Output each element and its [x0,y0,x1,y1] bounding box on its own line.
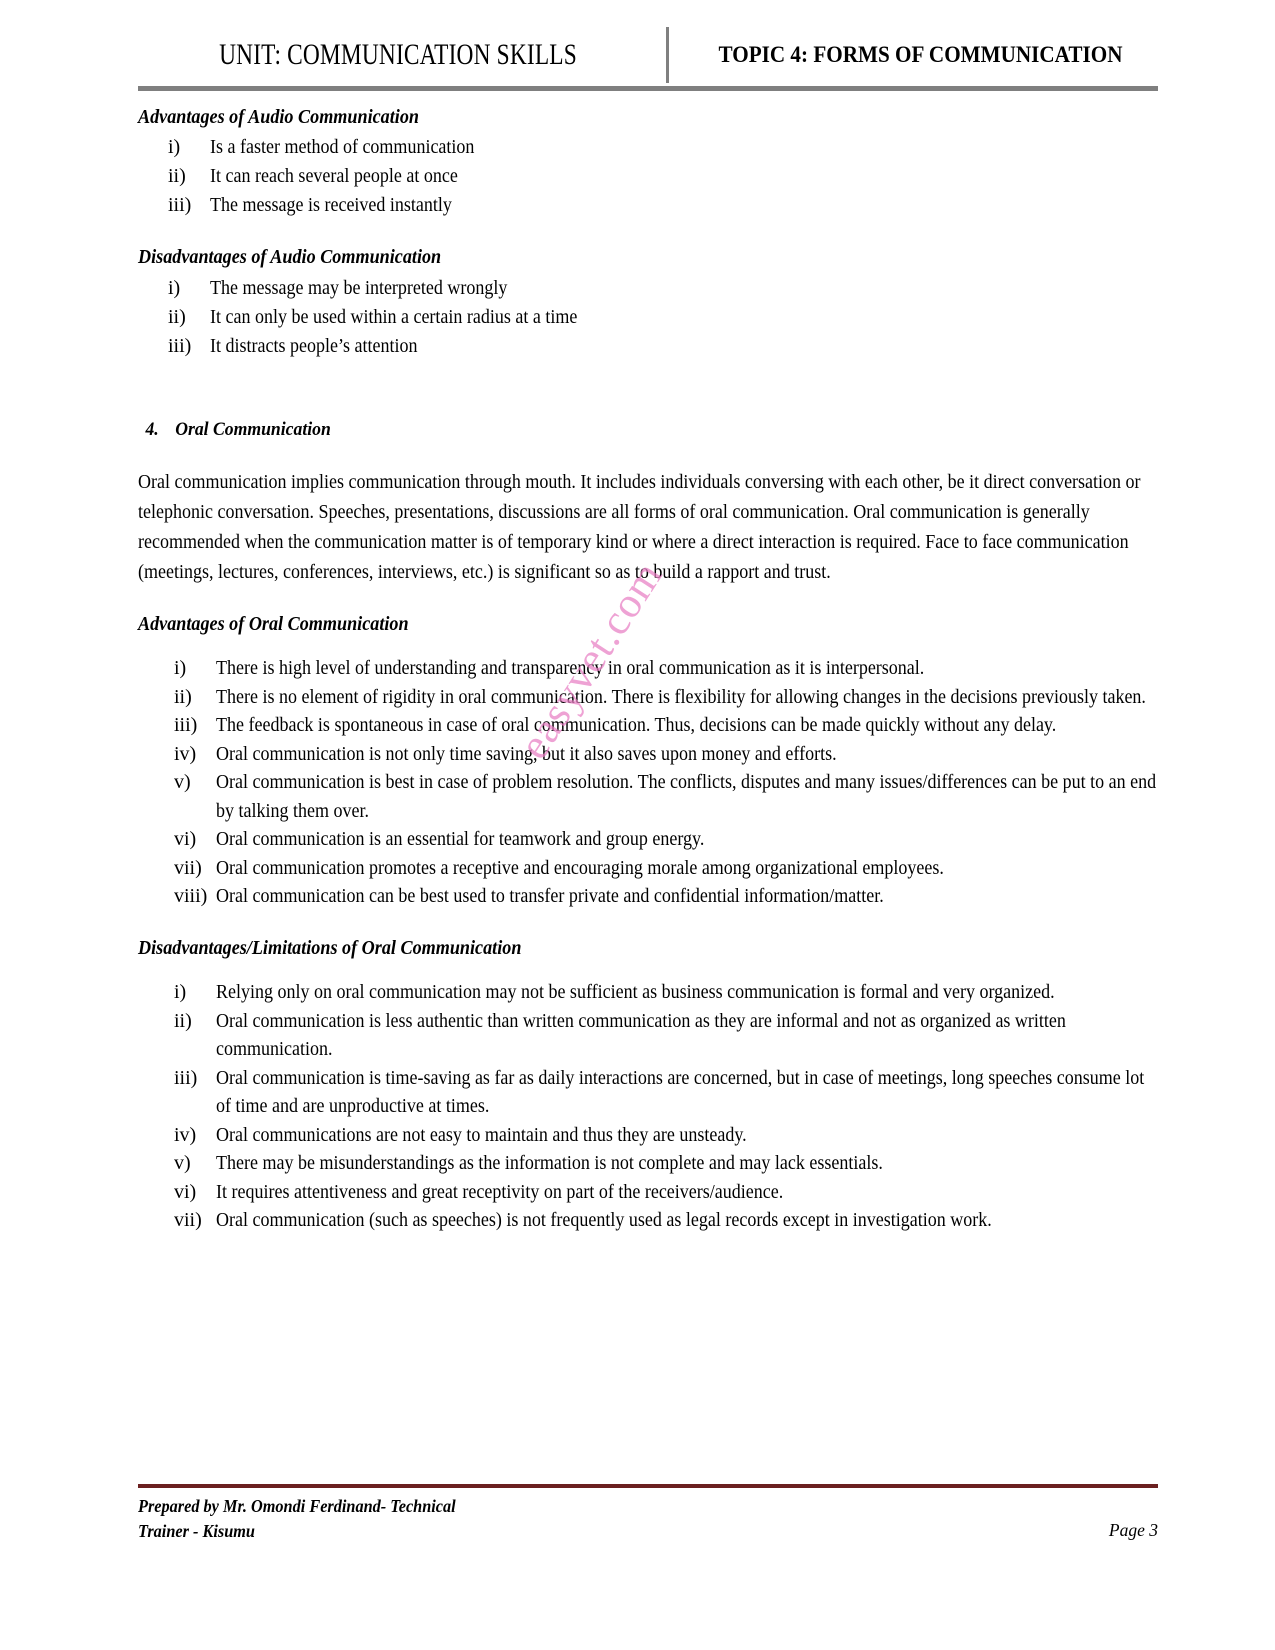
list-item [138,1064,1160,1121]
list-item [138,740,1160,769]
list-marker: ii) [174,1009,192,1032]
spacer [138,220,1160,246]
list-item [138,1007,1160,1064]
list-oral-disadvantages [138,978,1160,1235]
list-text: Oral communication is not only time saving, but it also saves upon money and efforts. [216,742,837,765]
list-text: It requires attentiveness and great receptivity on part of the receivers/audience. [216,1180,784,1203]
page-footer [138,1494,1158,1544]
list-text: Oral communication (such as speeches) is not frequently used as legal records except in investigation work. [216,1209,992,1231]
list-text: It can reach several people at once [210,165,458,188]
spacer [138,640,1160,654]
list-text: The message may be interpreted wrongly [210,276,508,299]
footer-rule [138,1484,1158,1488]
list-marker: i) [174,657,187,680]
list-text: The feedback is spontaneous in case of oral communication. Thus, decisions can be made quickly without any delay. [216,714,1057,737]
list-marker: iv) [174,742,197,765]
heading-oral-communication [138,419,1088,441]
list-text: Oral communication is less authentic than written communication as they are informal and not as organized as written communication. [216,1009,1066,1060]
list-text: There may be misunderstandings as the information is not complete and may lack essentials. [216,1152,883,1174]
list-item [138,711,1160,740]
header-divider [666,27,669,83]
list-marker: iii) [174,714,198,737]
list-item [138,274,1160,303]
list-marker: i) [168,276,181,299]
list-item [138,978,1160,1007]
list-marker: i) [168,136,181,159]
spacer [138,441,1160,467]
list-marker: viii) [174,885,208,908]
list-marker: vi) [174,1180,197,1203]
list-marker: ii) [174,685,192,708]
list-text: There is high level of understanding and transparency in oral communication as it is interpersonal. [216,657,925,680]
heading-number: 4. [145,418,159,440]
list-item [138,1149,1160,1178]
list-text: Oral communication can be best used to transfer private and confidential information/matter. [216,885,884,908]
list-text: Oral communication is best in case of problem resolution. The conflicts, disputes and many issues/differences can be put to an end by talking them over. [216,771,1157,822]
list-item [138,303,1160,332]
list-marker: ii) [168,305,186,328]
list-item [138,654,1160,683]
list-item [138,191,1160,220]
list-item [138,162,1160,191]
list-oral-advantages [138,654,1160,911]
list-marker: iii) [168,194,192,217]
page-header [138,26,1158,84]
list-text: Relying only on oral communication may not be sufficient as business communication is formal and very organized. [216,981,1055,1003]
heading-audio-advantages: Advantages of Audio Communication [138,107,419,128]
list-item [138,1121,1160,1150]
list-item [138,882,1160,911]
heading-text: Oral Communication [175,418,331,440]
list-marker: ii) [168,165,186,188]
list-item [138,133,1160,162]
footer-page-number: Page 3 [1108,1520,1158,1540]
list-text: Oral communications are not easy to maintain and thus they are unsteady. [216,1123,747,1146]
list-marker: vii) [174,1209,202,1231]
list-item [138,332,1160,361]
heading-oral-disadvantages: Disadvantages/Limitations of Oral Communication [138,937,522,959]
list-marker: iii) [168,334,192,357]
list-text: Oral communication is time-saving as far as daily interactions are concerned, but in case of meetings, long speeches consume lot of time and are unproductive at times. [216,1066,1145,1117]
list-text: The message is received instantly [210,194,452,217]
list-text: It can only be used within a certain radius at a time [210,305,578,328]
list-audio-disadvantages [138,274,1160,361]
list-text: Oral communication is an essential for teamwork and group energy. [216,828,705,851]
list-item [138,768,1160,825]
footer-prepared-by [138,1494,456,1544]
list-item [138,825,1160,854]
header-topic-title: TOPIC 4: FORMS OF COMMUNICATION [718,42,1123,67]
watermark-text: easyvet.com [510,553,673,768]
document-body [138,106,1160,1235]
spacer [138,361,1160,419]
list-item [138,854,1160,883]
heading-audio-disadvantages: Disadvantages of Audio Communication [138,247,442,269]
list-item [138,1206,1160,1235]
list-marker: v) [174,1152,191,1174]
spacer [138,587,1160,613]
footer-prepared-by-line2: Trainer - Kisumu [138,1521,255,1541]
list-item [138,683,1160,712]
list-audio-advantages [138,133,1160,220]
list-text: It distracts people’s attention [210,334,418,357]
list-item [138,1178,1160,1207]
list-marker: v) [174,771,191,794]
list-marker: vii) [174,856,202,879]
header-rule [138,86,1158,91]
spacer [138,911,1160,937]
paragraph-oral-communication: Oral communication implies communication through mouth. It includes individuals conversing with each other, be it direct conversation or telephonic conversation. Speeches, presentations, discussions are all forms of oral communication. Oral communication is generally recommended when the communication matter is of temporary kind or where a direct interaction is required. Face to face communication (meetings, lectures, conferences, interviews, etc.) is significant so as to build a rapport and trust. [138,470,1141,583]
spacer [138,964,1160,978]
footer-prepared-by-line1: Prepared by Mr. Omondi Ferdinand- Technical [138,1496,456,1516]
list-marker: iii) [174,1066,198,1089]
heading-oral-advantages: Advantages of Oral Communication [138,613,409,635]
list-marker: vi) [174,828,197,851]
list-marker: i) [174,981,187,1003]
header-unit-title: UNIT: COMMUNICATION SKILLS [219,38,577,72]
list-text: Is a faster method of communication [210,136,475,159]
list-text: Oral communication promotes a receptive and encouraging morale among organizational employees. [216,856,944,879]
list-marker: iv) [174,1123,197,1146]
list-text: There is no element of rigidity in oral communication. There is flexibility for allowing changes in the decisions previously taken. [216,685,1146,708]
